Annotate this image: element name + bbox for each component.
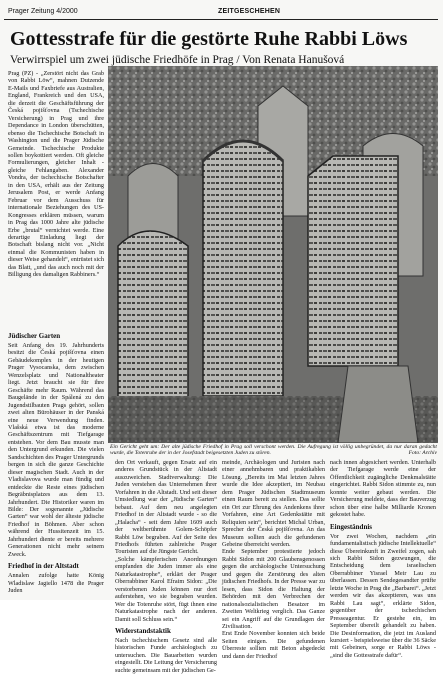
column-2-body: den Ort verkauft, gegen Ersatz auf ein anderes Grundstück in der Altstadt auszuweichen. Stadtverwaltung: Die Juden verstehen das Unternehmen ihrer Vorfahren in die Altstadt. Und seit dieser Umsiedlung war der „Jüdische Garten“ bebaut. Auf dem neu angelegten Friedhof in der Altstadt wurde - so die „Halacha“ - seit dem Jahre 1609 auch der weltberühmte Golem-Schöpfer Rabbi Löw begraben. Auf der Seite des Friedhofs führten zahlreiche Prager Touristen auf die Jüngste Gericht. <box>115 459 217 556</box>
article-column-1-lower <box>8 328 104 595</box>
section-label: ZEITGESCHEHEN <box>218 8 281 15</box>
subheading-widerstandstaktik: Widerstandstaktik <box>115 626 171 635</box>
article-column-4 <box>330 459 436 659</box>
photo-credit: Foto: Archiv <box>408 450 437 457</box>
caption-text: Ein Gericht geht um: Der alte jüdische Friedhof in Prag soll verschont werden. Die Aufregung ist völlig unbegründet, da nur daran gedacht wurde, die Totenruhe der in der Josefstadt beigesetzten Juden zu stören. <box>110 444 437 457</box>
article-headline: Gottesstrafe für die gestörte Ruhe Rabbi Löws <box>10 28 408 50</box>
column-2-tail: Nach tschechischem Gesetz sind alle historischen Funde archäologisch zu untersuchen. Die Bauarbeiten wurden eingestellt. Die Leitung der Versicherung suchte gemeinsam mit der jüdischen Ge- <box>115 636 217 674</box>
column-3-body: meinde, Archäologen und Juristen nach einer annehmbaren und praktikablen Lösung. „Bereits im Mai letzten Jahres wurde die Idee akzeptiert, im Neubau dem Prager Jüdischen Stadtmuseum einen Raum bereit zu stellen. Das sollte ein Ort zur Ehrung des Andenkens ihrer Vorfahren, eine Art Gedenkstätte mit Reliquien sein“, berichtet Michal Urban, Sprecher der Česká pojišťovna. An das Museum sollten auch die gefundenen Gebeine überreicht werden. <box>222 459 325 548</box>
subheading-friedhof-altstadt: Friedhof in der Altstadt <box>8 562 79 571</box>
column-3-tail: Erst Ende November konnten sich beide Seiten einigen. Die gefundenen Überreste sollten mit Beton abgedeckt und dann der Friedhof <box>222 630 325 660</box>
column-2-quote: „Solche kämpferischen Anordnungen empfanden die Juden immer als eine Naturkatastrophe“, erklärt der Prager Oberrabbiner Karol Efraim Sidon: „Die verstorbenen Juden können nur dort auferstehen, wo sie begraben wurden. Wer die Totenruhe stört, fügt ihnen eine Naturkatastrophe nach der anderen. Damit soll Schluss sein.“ <box>115 555 217 623</box>
header-rule <box>4 19 438 20</box>
article-column-1 <box>8 70 104 279</box>
subheading-eingestaendnis: Eingeständnis <box>330 522 373 531</box>
cemetery-image <box>108 66 438 443</box>
column-1-intro: Prag (PZ) - „Zerstört nicht das Grab von Rabbi Löw“, mahnen Dutzende E-Mails und Faxbriefe aus Australien, England, Frankreich und den USA, die derzeit die Geschäftsführung der Česká pojišťovna (Tschechische Versicherung) in Prag und ihre Dependance in London überschütten, ebenso die Tschechische Botschaft in Washington und die Prager Jüdische Gemeinde. Tschechische Produkte sollen boykottiert werden. Oft gleiche Formulierungen, gleicher Inhalt - gleiche Fehlangaben. Alexander Vondra, der tschechische Botschafter in den USA, erhält aus der Zeitung Jerusalem Post, er werde Anfang Februar vor dem Ausschuss für internationale Beziehungen des US-Kongresses erklären müssen, warum in Prag das 1000 Jahre alte jüdische Erbe „brutal“ vernichtet werde. Eine derartige Einladung liegt der Botschaft bislang nicht vor. „Nicht einmal die Kommunisten haben in dieser Weise gehandelt“, entrüstet sich das Blatt, „und das auch noch mit der Billigung des damaligen Rabbiners.“ <box>8 70 104 279</box>
issue-label: Prager Zeitung 4/2000 <box>8 8 78 15</box>
column-4-body-2: Vor zwei Wochen, nachdem „ein fundamentalistisch jüdische Intellektuelle“ diese Übereinkunft in Zweifel zogen, sah sich Rabbi Sidon gezwungen, die Entscheidung dem israelischen Oberrabbiner Yisrael Meir Lau zu überlassen. Dessen Sendegesandter prüfte letzte Woche in Prag die „Barbarei“. „Jetzt werden wir das akzeptieren, was uns Rabbi Lau sagt“, erklärte Sidon, gegenüber der tschechischen Presseagentur. Er gestehe ein, im September übereilt gehandelt zu haben. Die Desinformation, die jetzt im Ausland kursiert - beispielsweise über die 36 Säcke mit Gebeinen, sorge er Rabbi Löws - „sind die Gottesstrafe dafür“. <box>330 532 436 659</box>
column-3-body-2: Ende September protestierte jedoch Rabbi Sidon mit 200 Glaubensgenossen gegen die archäologische Untersuchung und gegen die Zerstörung des alten jüdischen Friedhofs. In der Presse war zu lesen, dass Sidon die Haltung der Behörden mit den Verbrechen der nationalsozialistischen Besatzer im Zweiten Weltkrieg verglich. Das Ganze sei ein Angriff auf die Grundlagen der Zivilisation. <box>222 548 325 630</box>
article-column-3 <box>222 459 325 660</box>
column-1-body: Seit Anfang des 19. Jahrhunderts besitzt die Česká pojišťovna einen Gebäudekomplex in der heutigen Prager Vysocanska, dem zwischen Wenzelsplatz und Nationaltheater liegt. Jetzt braucht sie für ihre Geschäfte mehr Raum. Während das Baugelände in der Spálená zu den Jugendstilbauten Prags gehört, sollen zwei alten Bürohäuser in der Panská eine neue Verwendung finden. Vlašská etwa ist das moderne Geschäftszentrum mit Tiefgarage entstehen. Vor dem Bau musste man den Untergrund erkunden. Die vielen Sandschichten des Prager Untergrunds bergen in sich die ganze Geschichte dieser magischen Stadt. Auch in der Vladislavova wurde man fündig und entdeckte die Reste eines jüdischen Begräbnisplatzes aus dem 13. Jahrhundert. Die Historiker waren im Bilde: Der sogenannte „Jüdische Garten“ war wohl der älteste jüdische Friedhof in Böhmen. Aber schon während der Hussitenzeit im 15. Jahrhundert diente er bereits mehrere Generationen nicht mehr seinem Zweck. <box>8 342 104 558</box>
page-header <box>4 6 440 18</box>
article-column-2 <box>115 459 217 674</box>
cemetery-photo <box>108 66 438 443</box>
column-1-tail: Annalen zufolge hatte König Wladislaw Jagiello 1478 die Prager Juden <box>8 572 104 595</box>
subheading-juedischer-garten: Jüdischer Garten <box>8 332 61 340</box>
photo-caption <box>110 444 437 457</box>
column-4-body: nach innen abgesichert werden. Unterhalb der Tiefgarage werde eine der Öffentlichkeit zugängliche Denkmalstätte eingerichtet. Rabbi Sidon stimmte zu, nun konnte weiter gebaut werden. Die Versicherung meldete, dass der Bauverzug schon über eine halbe Milliarde Kronen gekostet habe. <box>330 459 436 519</box>
article-subheadline: Verwirrspiel um zwei jüdische Friedhöfe in Prag / Von Renata Hanušová <box>10 54 345 66</box>
